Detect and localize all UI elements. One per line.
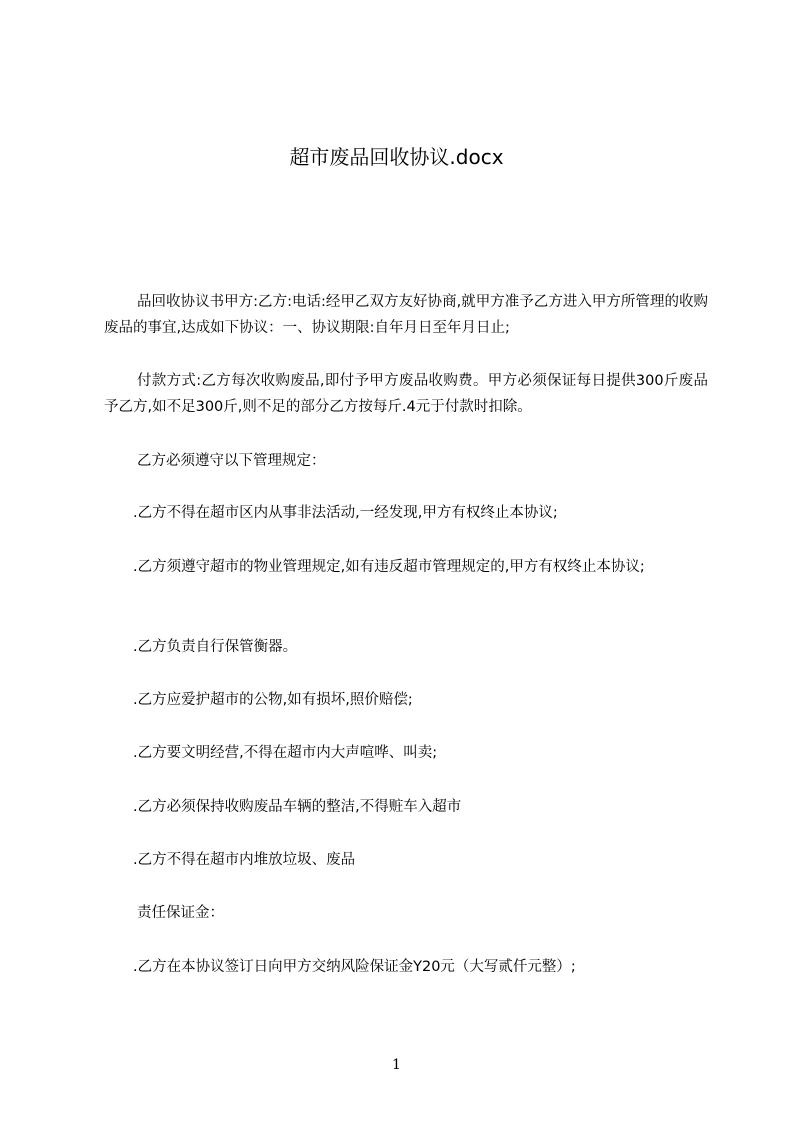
paragraph-rules-heading: 乙方必须遵守以下管理规定： [137,453,326,469]
paragraph-rule-3: .乙方负责自行保管衡器。 [133,639,298,655]
paragraph-intro: 品回收协议书甲方:乙方:电话:经甲乙双方友好协商,就甲方准予乙方进入甲方所管理的收购废品的事宜,达成如下协议：一、协议期限:自年月日至年月日止; [104,294,708,336]
paragraph-deposit-heading: 责任保证金： [137,905,224,921]
document-title: 超市废品回收协议.docx [289,145,504,169]
paragraph-rule-7: .乙方不得在超市内堆放垃圾、废品 [133,852,356,868]
paragraph-rule-1: .乙方不得在超市区内从事非法活动,一经发现,甲方有权终止本协议; [133,505,558,521]
paragraph-rule-6: .乙方必须保持收购废品车辆的整洁,不得赃车入超市 [133,799,462,815]
paragraph-rule-5: .乙方要文明经营,不得在超市内大声喧哗、叫卖; [133,745,438,761]
paragraph-rule-4: .乙方应爱护超市的公物,如有损坏,照价赔偿; [133,692,413,708]
page-number: 1 [392,1057,401,1073]
paragraph-deposit-1: .乙方在本协议签订日向甲方交纳风险保证金Y20元（大写贰仟元整）; [133,959,576,975]
paragraph-rule-2: .乙方须遵守超市的物业管理规定,如有违反超市管理规定的,甲方有权终止本协议; [133,559,645,575]
paragraph-payment: 付款方式:乙方每次收购废品,即付予甲方废品收购费。甲方必须保证每日提供300斤废品予乙方,如不足300斤,则不足的部分乙方按每斤.4元于付款时扣除。 [104,373,708,415]
